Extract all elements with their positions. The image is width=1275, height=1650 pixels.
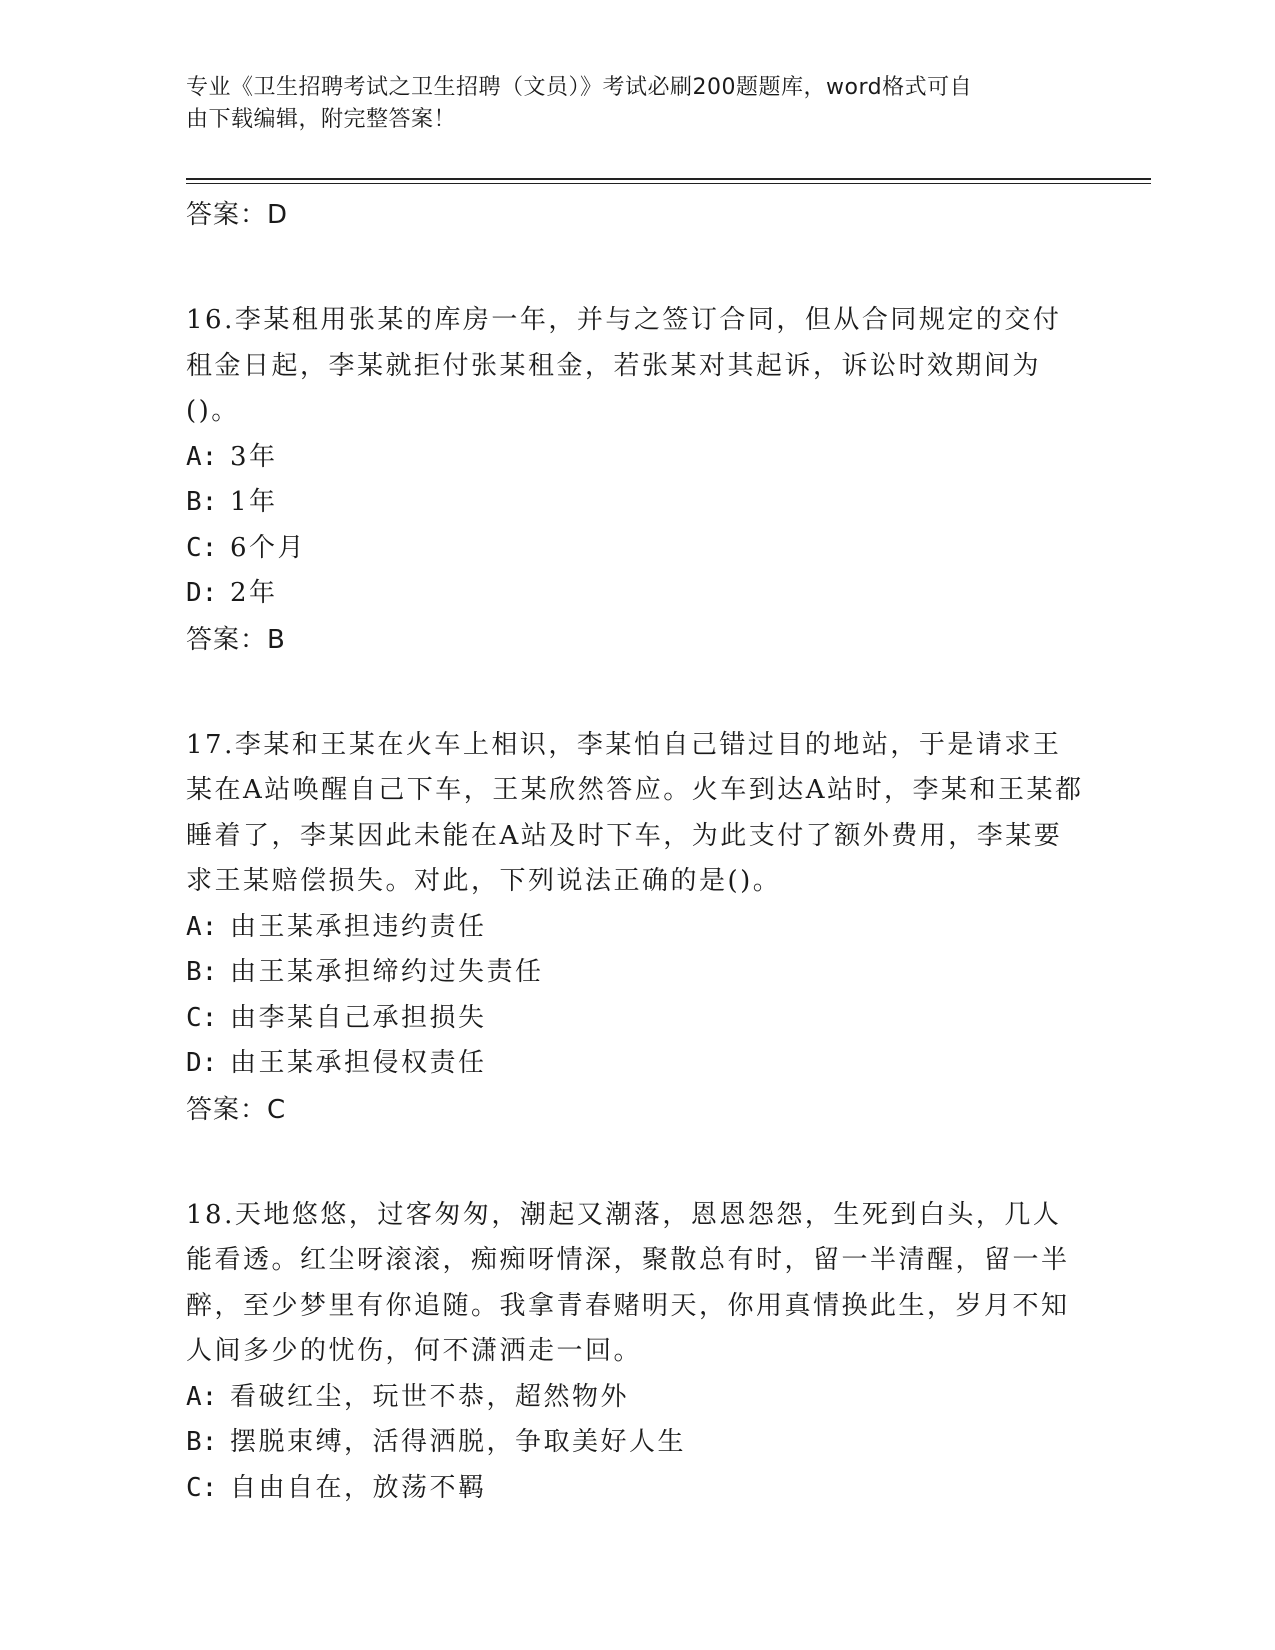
option-letter: B: bbox=[186, 1427, 218, 1457]
option-letter: C: bbox=[186, 532, 218, 563]
option-text: 6个月 bbox=[230, 532, 307, 563]
question-17 bbox=[186, 723, 1086, 1133]
option-a bbox=[186, 1375, 1086, 1421]
option-b bbox=[186, 950, 1086, 996]
option-b bbox=[186, 480, 1086, 526]
option-letter: A: bbox=[186, 911, 218, 942]
option-a bbox=[186, 435, 1086, 481]
option-c bbox=[186, 1466, 1086, 1512]
option-letter: B: bbox=[186, 957, 218, 987]
header-line-1: 专业《卫生招聘考试之卫生招聘（文员）》考试必刷200题题库，word格式可自 bbox=[186, 75, 973, 100]
option-letter: C: bbox=[186, 1002, 218, 1033]
option-letter: A: bbox=[186, 441, 218, 472]
option-letter: D: bbox=[186, 1048, 218, 1078]
option-letter: C: bbox=[186, 1472, 218, 1503]
question-answer: 答案：C bbox=[186, 1094, 287, 1125]
document-header bbox=[186, 72, 1066, 136]
option-b bbox=[186, 1420, 1086, 1466]
option-letter: B: bbox=[186, 487, 218, 517]
previous-answer: 答案：D bbox=[186, 200, 289, 230]
option-c bbox=[186, 996, 1086, 1042]
option-a bbox=[186, 905, 1086, 951]
question-stem: 18.天地悠悠，过客匆匆，潮起又潮落，恩恩怨怨，生死到白头，几人能看透。红尘呀滚滚，痴痴呀情深，聚散总有时，留一半清醒，留一半醉，至少梦里有你追随。我拿青春赌明天，你用真情换此生，岁月不知人间多少的忧伤，何不潇洒走一回。 bbox=[186, 1199, 1070, 1366]
option-letter: D: bbox=[186, 578, 218, 608]
question-answer: 答案：B bbox=[186, 624, 286, 655]
question-16 bbox=[186, 298, 1086, 663]
option-d bbox=[186, 571, 1086, 617]
question-18 bbox=[186, 1193, 1086, 1512]
option-text: 摆脱束缚，活得洒脱，争取美好人生 bbox=[230, 1427, 687, 1457]
option-c bbox=[186, 526, 1086, 572]
option-text: 由王某承担违约责任 bbox=[230, 911, 487, 942]
option-text: 由王某承担侵权责任 bbox=[230, 1048, 487, 1078]
option-text: 自由自在，放荡不羁 bbox=[230, 1472, 487, 1503]
option-text: 看破红尘，玩世不恭，超然物外 bbox=[230, 1381, 630, 1412]
option-d bbox=[186, 1041, 1086, 1087]
header-divider-thick bbox=[186, 178, 1151, 180]
question-stem: 17.李某和王某在火车上相识，李某怕自己错过目的地站，于是请求王某在A站唤醒自己下车，王某欣然答应。火车到达A站时，李某和王某都睡着了，李某因此未能在A站及时下车，为此支付了额外费用，李某要求王某赔偿损失。对此，下列说法正确的是()。 bbox=[186, 729, 1084, 896]
option-text: 2年 bbox=[230, 578, 278, 608]
option-text: 由王某承担缔约过失责任 bbox=[230, 957, 544, 987]
header-divider-thin bbox=[186, 183, 1151, 184]
question-stem: 16.李某租用张某的库房一年，并与之签订合同，但从合同规定的交付租金日起，李某就拒付张某租金，若张某对其起诉，诉讼时效期间为()。 bbox=[186, 305, 1062, 426]
header-line-2: 由下载编辑，附完整答案！ bbox=[186, 107, 457, 132]
option-letter: A: bbox=[186, 1381, 218, 1412]
document-body bbox=[186, 188, 1086, 1511]
option-text: 3年 bbox=[230, 441, 278, 472]
option-text: 1年 bbox=[230, 487, 278, 517]
option-text: 由李某自己承担损失 bbox=[230, 1002, 487, 1033]
